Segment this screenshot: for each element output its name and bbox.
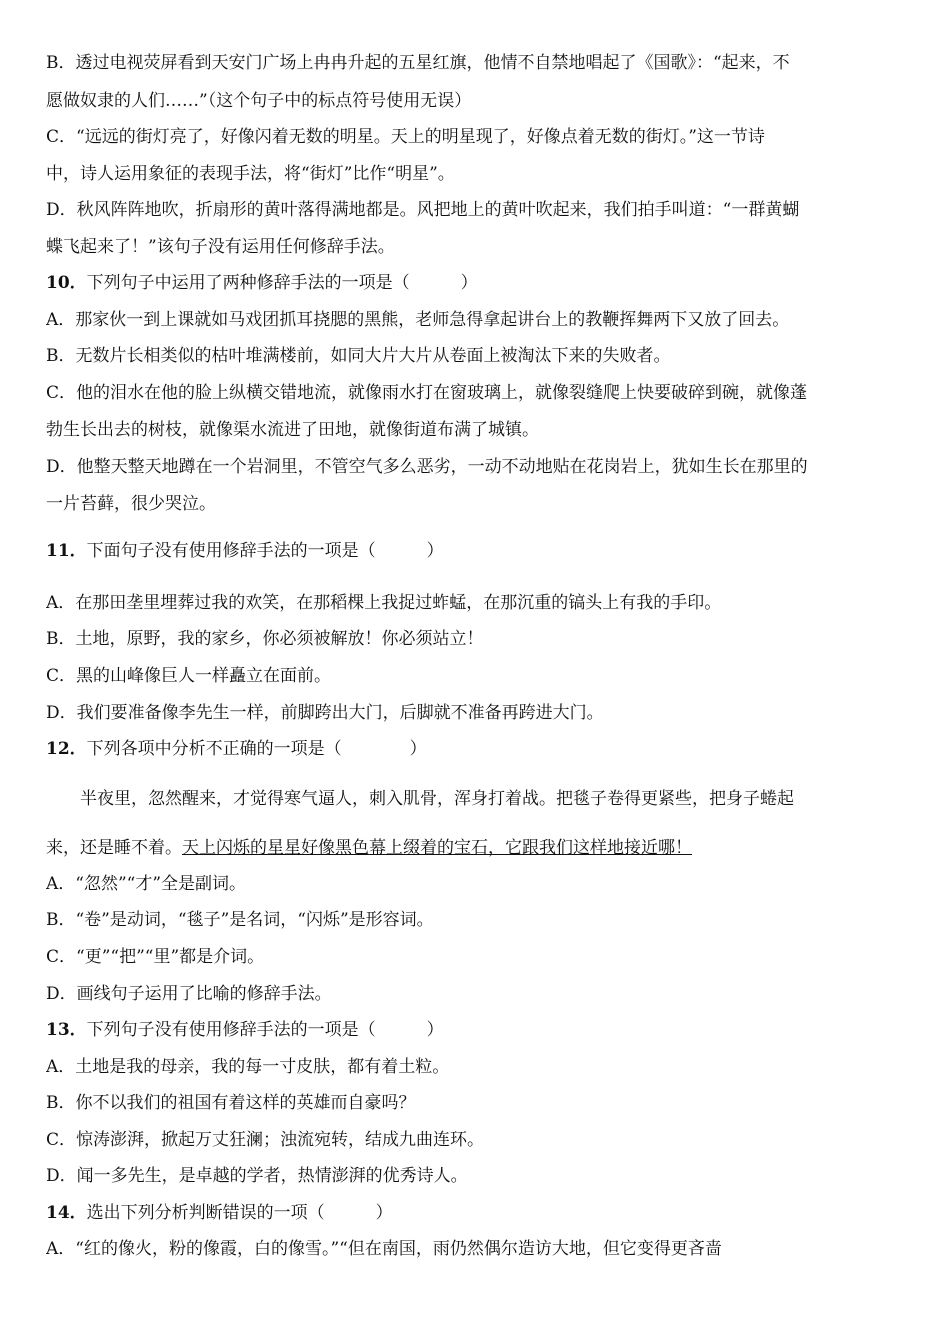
q13-option-c: C．惊涛澎湃，掀起万丈狂澜；浊流宛转，结成九曲连环。 [46,1130,485,1150]
emphasis-juan: 卷 [607,789,624,809]
q11-emphasis-mei: 没 [154,541,172,561]
q12-option-d: D．画线句子运用了比喻的修辞手法。 [46,984,332,1004]
passage-text: 得 [624,789,641,809]
q10-option-b: B．无数片长相类似的枯叶堆满楼前，如同大片大片从卷面上被淘汰下来的失败者。 [46,346,671,366]
emphasis-ran: 然 [165,789,182,809]
q14-stem-text: 选出下列分析判断错误的一项（ ） [86,1203,393,1223]
q11-number: 11． [46,541,87,561]
q11-stem-post: 使用修辞手法的一项是（ ） [188,541,444,561]
q10-stem [46,272,904,294]
q14-stem [46,1202,904,1224]
q13-option-b: B．你不以我们的祖国有着这样的英雄而自豪吗？ [46,1093,416,1113]
q13-option-a: A．土地是我的母亲，我的每一寸皮肤，都有着土粒。 [46,1057,450,1077]
q12-passage-line1 [80,788,904,810]
q11-emphasis-you: 有 [171,541,189,561]
q9-option-d-line2: 蝶飞起来了！”该句子没有运用任何修辞手法。 [46,237,395,257]
q10-stem-text: 下列句子中运用了两种修辞手法的一项是（ ） [86,273,478,293]
emphasis-hu: 忽 [148,789,165,809]
q11-option-b: B．土地，原野，我的家乡，你必须被解放！你必须站立！ [46,629,484,649]
passage-text: 半夜 [80,789,114,809]
passage-text: 紧些， [658,789,709,809]
q10-option-d-line2: 一片苔藓，很少哭泣。 [46,494,216,514]
q14-option-a-line1: A．“红的像火，粉的像霞，白的像雪。”“但在南国，雨仍然偶尔造访大地，但它变得更吝啬 [46,1239,722,1259]
q13-stem [46,1019,904,1041]
passage-text: 身子蜷起 [726,789,794,809]
emphasis-ba: 把 [709,789,726,809]
emphasis-li: 里 [114,789,131,809]
q12-option-b: B．“卷”是动词，“毯子”是名词，“闪烁”是形容词。 [46,910,434,930]
q11-stem [46,540,904,562]
emphasis-tan: 毯 [573,789,590,809]
q11-option-a: A．在那田垄里埋葬过我的欢笑，在那稻棵上我捉过蚱蜢，在那沉重的镐头上有我的手印。 [46,593,722,613]
q9-option-b-line1: B．透过电视荧屏看到天安门广场上冉冉升起的五星红旗，他情不自禁地唱起了《国歌》：“起来，不 [46,53,790,73]
q9-option-c-line1: C．“远远的街灯亮了，好像闪着无数的明星。天上的明星现了，好像点着无数的街灯。”这一节诗 [46,127,765,147]
q10-option-c-line2: 勃生长出去的树枝，就像渠水流进了田地，就像街道布满了城镇。 [46,420,539,440]
q13-number: 13． [46,1020,87,1040]
passage-text: 来，还是睡不着。 [46,838,182,858]
q14-number: 14． [46,1203,87,1223]
emphasis-cai: 才 [233,789,250,809]
emphasis-zi: 子 [590,789,607,809]
q11-option-c: C．黑的山峰像巨人一样矗立在面前。 [46,666,332,686]
q13-option-d: D．闻一多先生，是卓越的学者，热情澎湃的优秀诗人。 [46,1166,468,1186]
q10-option-c-line1: C．他的泪水在他的脸上纵横交错地流，就像雨水打在窗玻璃上，就像裂缝爬上快要破碎到碗，就像蓬 [46,383,808,403]
q9-option-d-line1: D．秋风阵阵地吹，折扇形的黄叶落得满地都是。风把地上的黄叶吹起来，我们拍手叫道：“一群黄蝴 [46,200,800,220]
q11-option-d: D．我们要准备像李先生一样，前脚跨出大门，后脚就不准备再跨进大门。 [46,703,604,723]
q12-option-a: A．“忽然”“才”全是副词。 [46,874,247,894]
q10-number: 10． [46,273,87,293]
q12-passage-line2 [46,837,904,859]
q11-stem-pre: 下面句子 [86,541,155,561]
q12-stem [46,738,904,760]
q12-option-c: C．“更”“把”“里”都是介词。 [46,947,265,967]
passage-text: ， [131,789,148,809]
q10-option-d-line1: D．他整天整天地蹲在一个岩洞里，不管空气多么恶劣，一动不动地贴在花岗岩上，犹如生长在那里的 [46,457,808,477]
q9-option-c-line2: 中，诗人运用象征的表现手法，将“街灯”比作“明星”。 [46,164,455,184]
emphasis-geng: 更 [641,789,658,809]
q13-stem-text: 下列句子没有使用修辞手法的一项是（ ） [86,1020,444,1040]
q12-stem-text: 下列各项中分析不正确的一项是（ ） [86,739,427,759]
underlined-sentence: 天上闪烁的星星好像黑色幕上缀着的宝石，它跟我们这样地接近哪！ [182,838,692,858]
q12-number: 12． [46,739,87,759]
q10-option-a: A．那家伙一到上课就如马戏团抓耳挠腮的黑熊，老师急得拿起讲台上的教鞭挥舞两下又放了回去。 [46,310,790,330]
q9-option-b-line2: 愿做奴隶的人们……”（这个句子中的标点符号使用无误） [46,91,472,111]
passage-text: 醒来， [182,789,233,809]
passage-text: 觉得寒气逼人，刺入肌骨，浑身打着战。把 [250,789,573,809]
